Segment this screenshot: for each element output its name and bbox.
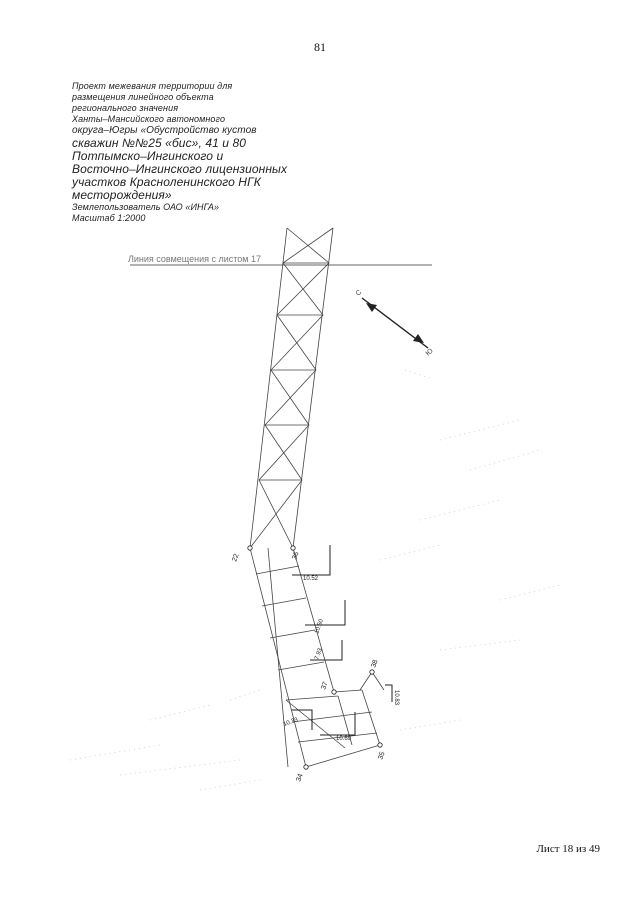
title-line: Восточно–Ингинского лицензионных (72, 162, 288, 176)
point-label: 37 (320, 680, 330, 691)
point-label: 34 (295, 772, 305, 783)
dimension-label: 7.93 (314, 647, 324, 661)
title-line: Землепользователь ОАО «ИНГА» (72, 202, 220, 212)
survey-point (332, 690, 336, 694)
title-line: регионального значения (72, 103, 179, 113)
title-line: скважин №№25 «бис», 41 и 80 (72, 136, 247, 150)
dimension-label: 10.52 (303, 576, 319, 582)
upper-strip (250, 228, 333, 548)
north-arrow (355, 289, 435, 358)
point-label: 22 (231, 552, 241, 563)
sheet-label: Лист 18 из 49 (536, 843, 600, 855)
dimension-label: 10.50 (314, 618, 326, 635)
title-line: округа–Югры «Обустройство кустов (72, 125, 257, 136)
title-line: размещения линейного объекта (72, 92, 214, 102)
north-label: С (354, 288, 364, 298)
title-line: Масштаб 1:2000 (72, 213, 146, 223)
survey-point (378, 743, 382, 747)
title-line: Проект межевания территории для (72, 81, 233, 91)
point-label: 35 (377, 750, 387, 761)
title-line: месторождения» (72, 188, 172, 202)
page-number: 81 (314, 40, 326, 54)
survey-point (370, 670, 374, 674)
title-line: Потпымско–Ингинского и (72, 149, 224, 163)
dimension-label: 10.69 (336, 736, 352, 742)
dimension-label: 10.33 (282, 717, 299, 728)
south-label: Ю (424, 347, 435, 358)
dimension-brackets (292, 545, 392, 735)
title-line: участков Красноленинского НГК (72, 175, 261, 189)
survey-point (291, 546, 295, 550)
point-label: 38 (370, 658, 380, 669)
match-line-label: Линия совмещения с листом 17 (128, 254, 261, 264)
survey-point (304, 765, 308, 769)
survey-point (248, 546, 252, 550)
dimension-label: 10.83 (393, 690, 399, 706)
point-label: 36 (291, 550, 301, 561)
title-line: Ханты–Мансийского автономного (72, 114, 226, 124)
